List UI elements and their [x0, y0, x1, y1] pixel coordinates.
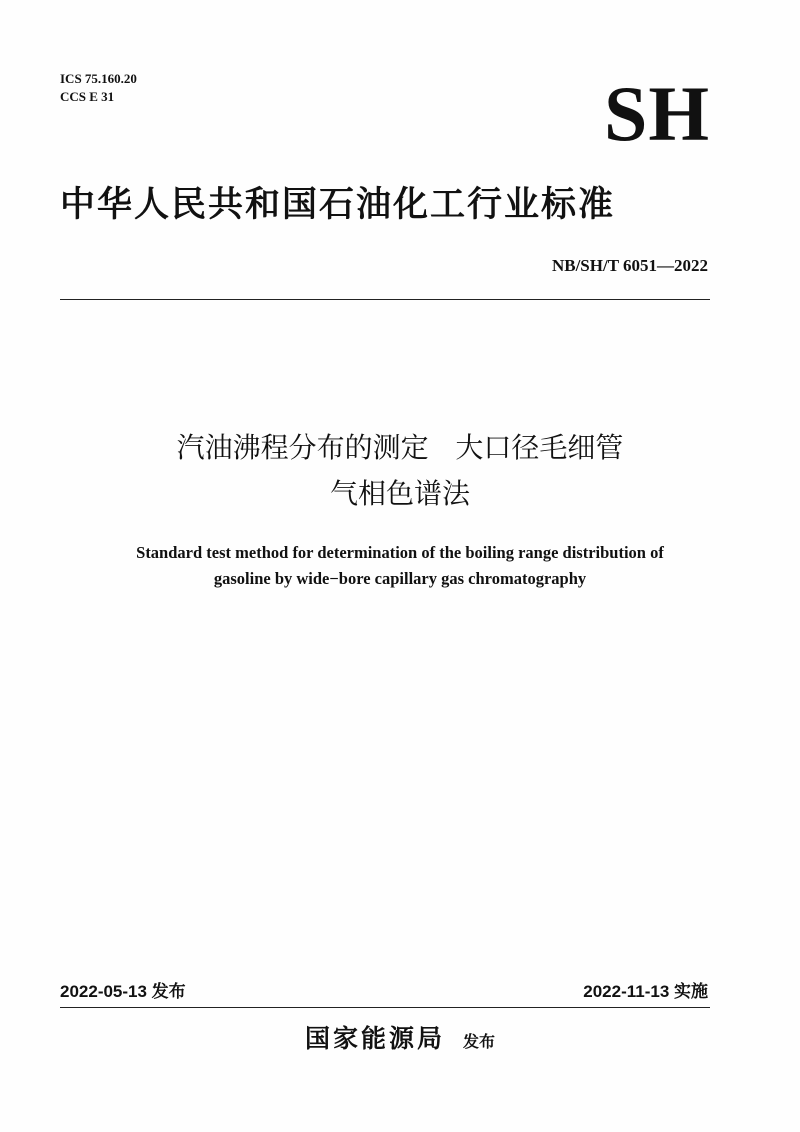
sh-logo: SH [603, 70, 710, 157]
chinese-title-line-2: 气相色谱法 [329, 477, 470, 510]
publisher-name: 国家能源局 [304, 1024, 445, 1053]
chinese-title [0, 425, 800, 517]
standard-number: NB/SH/T 6051—2022 [551, 256, 708, 275]
issue-date: 2022-05-13 发布 [60, 982, 186, 1001]
bottom-divider [60, 1007, 710, 1008]
ics-code: ICS 75.160.20 [60, 71, 137, 86]
publisher [0, 1022, 800, 1059]
standard-category-title: 中华人民共和国石油化工行业标准 [60, 185, 616, 225]
top-divider [60, 299, 710, 300]
english-title [0, 540, 800, 592]
publisher-suffix: 发布 [463, 1032, 496, 1051]
english-title-line-2: gasoline by wide−bore capillary gas chromatography [213, 569, 587, 588]
classification-codes [60, 70, 137, 106]
ccs-code: CCS E 31 [60, 89, 115, 104]
chinese-title-line-1: 汽油沸程分布的测定 大口径毛细管 [176, 431, 624, 464]
english-title-line-1: Standard test method for determination of the boiling range distribution of [136, 543, 664, 562]
implementation-date: 2022-11-13 实施 [583, 982, 708, 1001]
